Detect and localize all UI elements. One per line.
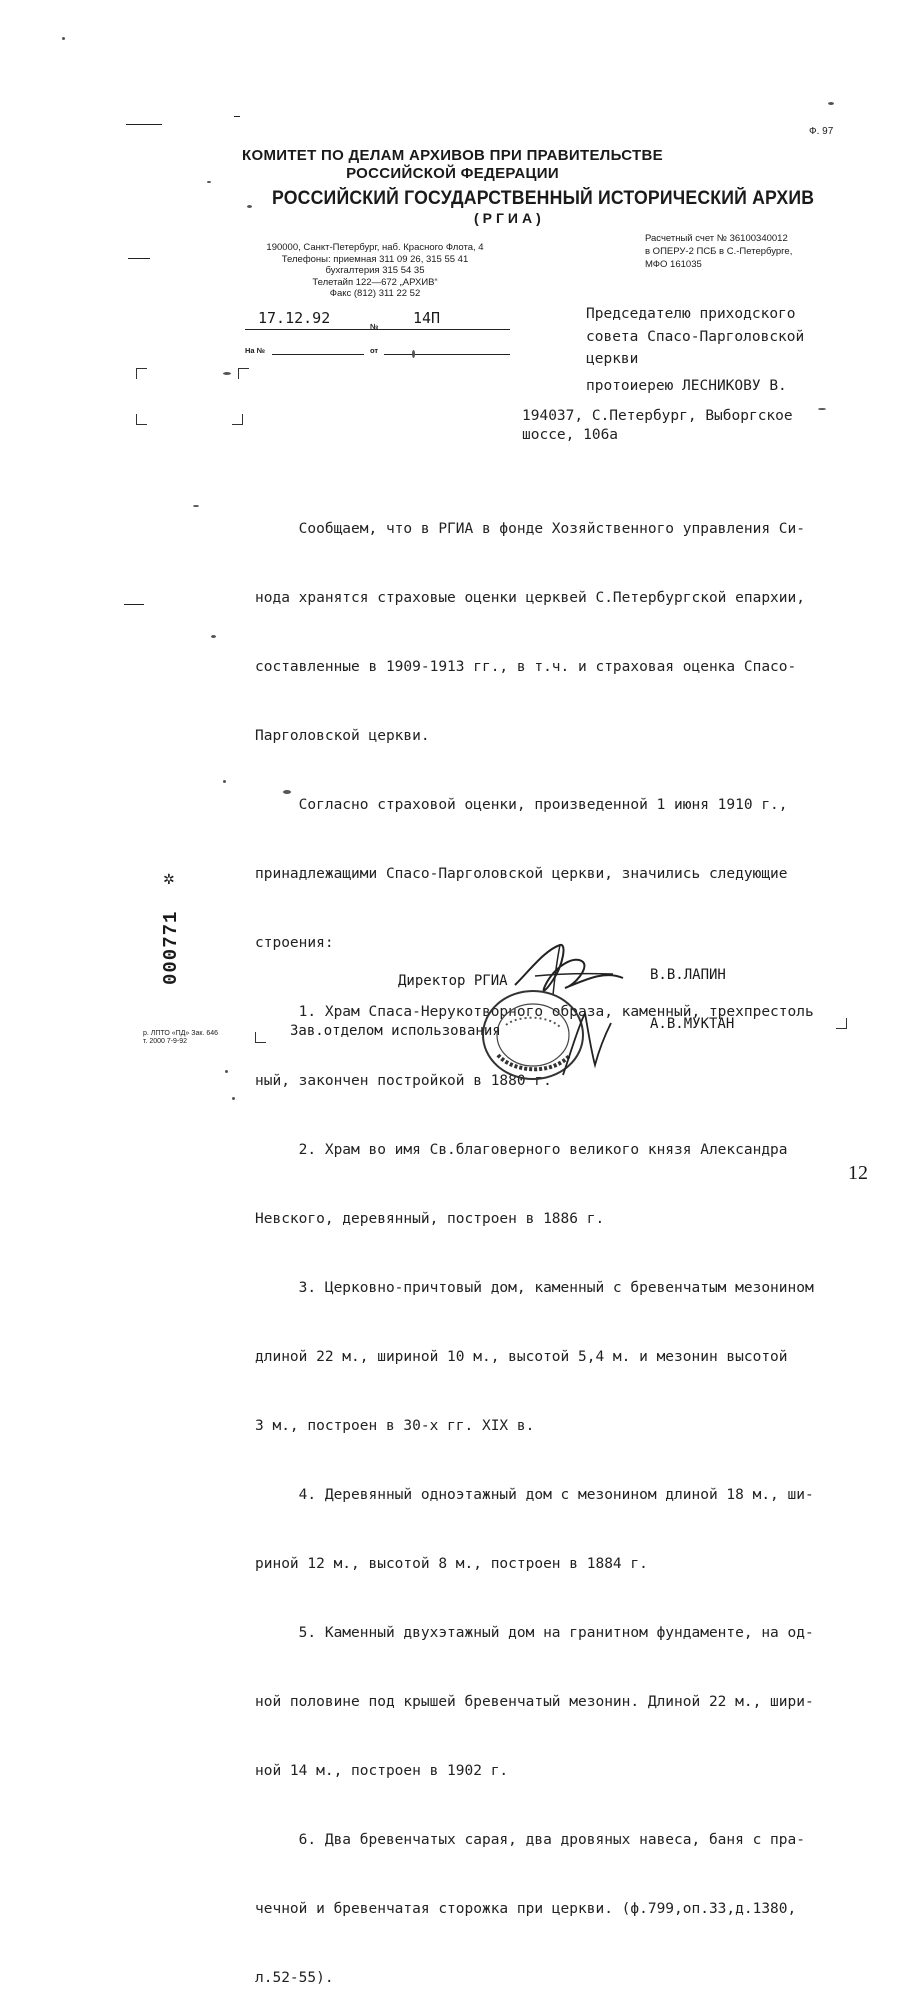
date-underline — [245, 329, 510, 330]
body-line: нода хранятся страховые оценки церквей С.Петербургской епархии, — [255, 590, 805, 606]
addressee-line: церкви — [586, 351, 639, 367]
body-line: 3 м., построен в 30-х гг. XIX в. — [255, 1418, 535, 1434]
page-number: 12 — [848, 1162, 868, 1184]
body-line: составленные в 1909-1913 гг., в т.ч. и страховая оценка Спасо- — [255, 659, 797, 675]
addressee-line: совета Спасо-Парголовской — [586, 328, 805, 345]
scan-dash — [234, 116, 240, 117]
body-line: Сообщаем, что в РГИА в фонде Хозяйственного управления Си- — [255, 521, 805, 537]
body-line: Согласно страховой оценки, произведенной 1 июня 1910 г., — [255, 797, 788, 813]
body-line: 1. Храм Спаса-Нерукотворного образа, каменный, трехпрестоль — [255, 1004, 814, 1020]
letter-body — [255, 472, 814, 2013]
scan-speck — [818, 408, 826, 410]
dept-head-title: Зав.отделом использования — [290, 1023, 501, 1039]
scan-speck — [412, 350, 415, 358]
scan-speck — [211, 635, 216, 638]
dept-head-signature — [555, 1005, 615, 1080]
bank-line: Расчетный счет № 36100340012 — [645, 233, 788, 244]
from-underline — [384, 354, 510, 355]
director-title: Директор РГИА — [398, 973, 508, 989]
archive-abbreviation: (РГИА) — [474, 210, 545, 226]
scan-speck — [62, 37, 65, 40]
asterisk-icon: ✲ — [163, 872, 175, 888]
corner-mark — [836, 1018, 847, 1029]
scan-dash — [128, 258, 150, 259]
print-info-line: р. ЛПТО «ПД» Зак. 646 — [143, 1030, 219, 1037]
from-label: от — [370, 346, 379, 355]
corner-mark — [136, 414, 147, 425]
number-label: № — [370, 322, 379, 331]
body-line: строения: — [255, 935, 334, 951]
body-line: 5. Каменный двухэтажный дом на гранитном фундаменте, на од- — [255, 1625, 814, 1641]
corner-mark — [255, 1032, 266, 1043]
archive-name: РОССИЙСКИЙ ГОСУДАРСТВЕННЫЙ ИСТОРИЧЕСКИЙ АРХИВ — [272, 188, 815, 209]
body-line: ной 14 м., построен в 1902 г. — [255, 1763, 509, 1779]
body-line: 6. Два бревенчатых сарая, два дровяных навеса, баня с пра- — [255, 1832, 805, 1848]
scan-dash — [126, 124, 162, 125]
address-line: Телефоны: приемная 311 09 26, 315 55 41 — [281, 253, 469, 265]
body-line: Невского, деревянный, построен в 1886 г. — [255, 1211, 605, 1227]
director-name: В.В.ЛАПИН — [650, 967, 726, 983]
address-line: Факс (812) 311 22 52 — [329, 288, 421, 299]
dept-head-name: А.В.МУКТАН — [650, 1016, 735, 1032]
scan-speck — [247, 205, 252, 208]
scan-speck — [283, 790, 291, 794]
addressee-line: протоиерею ЛЕСНИКОВУ В. — [586, 377, 787, 394]
scan-speck — [828, 102, 834, 105]
body-line: чечной и бревенчатая сторожка при церкви. (ф.799,оп.33,д.1380, — [255, 1901, 797, 1917]
scan-speck — [232, 1097, 235, 1100]
committee-line-2: РОССИЙСКОЙ ФЕДЕРАЦИИ — [346, 165, 559, 182]
body-line: риной 12 м., высотой 8 м., построен в 1884 г. — [255, 1556, 648, 1572]
scan-dash — [124, 604, 144, 605]
addressee-line: Председателю приходского — [586, 306, 796, 322]
body-line: л.52-55). — [255, 1970, 334, 1986]
postal-address — [522, 407, 793, 445]
corner-mark — [232, 414, 243, 425]
bank-line: в ОПЕРУ-2 ПСБ в С.-Петербурге, — [645, 246, 793, 257]
address-block — [240, 242, 510, 300]
body-line: принадлежащими Спасо-Парголовской церкви, значились следующие — [255, 866, 788, 882]
scan-speck — [193, 505, 199, 507]
reference-underline — [272, 354, 364, 355]
body-line: 4. Деревянный одноэтажный дом с мезонином длиной 18 м., ши- — [255, 1487, 814, 1503]
corner-mark — [136, 368, 147, 379]
scan-speck — [223, 780, 226, 783]
bank-line: МФО 161035 — [645, 259, 702, 270]
committee-heading — [0, 147, 905, 183]
reference-label: На № — [245, 346, 266, 355]
scan-speck — [207, 181, 211, 183]
scan-speck — [225, 1070, 228, 1073]
corner-mark — [238, 368, 249, 379]
body-line: длиной 22 м., шириной 10 м., высотой 5,4 м. и мезонин высотой — [255, 1349, 788, 1365]
postal-line: шоссе, 106а — [522, 427, 619, 443]
address-line: Телетайп 122—672 „АРХИВ“ — [312, 276, 438, 288]
outgoing-date: 17.12.92 — [258, 309, 331, 327]
body-line: Парголовской церкви. — [255, 728, 430, 744]
address-line: 190000, Санкт-Петербург, наб. Красного Флота, 4 — [266, 242, 484, 253]
form-number: Ф. 97 — [809, 126, 834, 137]
body-line: ный, закончен постройкой в 1880 г. — [255, 1073, 552, 1089]
address-line: бухгалтерия 315 54 35 — [325, 265, 425, 276]
outgoing-number: 14П — [413, 309, 441, 327]
body-line: 3. Церковно-причтовый дом, каменный с бревенчатым мезонином — [255, 1280, 814, 1296]
print-info-line: т. 2000 7-9-92 — [143, 1038, 188, 1045]
committee-line-1: КОМИТЕТ ПО ДЕЛАМ АРХИВОВ ПРИ ПРАВИТЕЛЬСТВЕ — [242, 147, 663, 164]
registration-number: 000771 — [160, 910, 182, 985]
addressee-block — [586, 303, 804, 397]
scan-speck — [223, 372, 231, 375]
print-info — [143, 1030, 218, 1046]
postal-line: 194037, С.Петербург, Выборгское — [522, 408, 793, 424]
body-line: 2. Храм во имя Св.благоверного великого князя Александра — [255, 1142, 788, 1158]
bank-details — [645, 232, 792, 271]
body-line: ной половине под крышей бревенчатый мезонин. Длиной 22 м., шири- — [255, 1694, 814, 1710]
